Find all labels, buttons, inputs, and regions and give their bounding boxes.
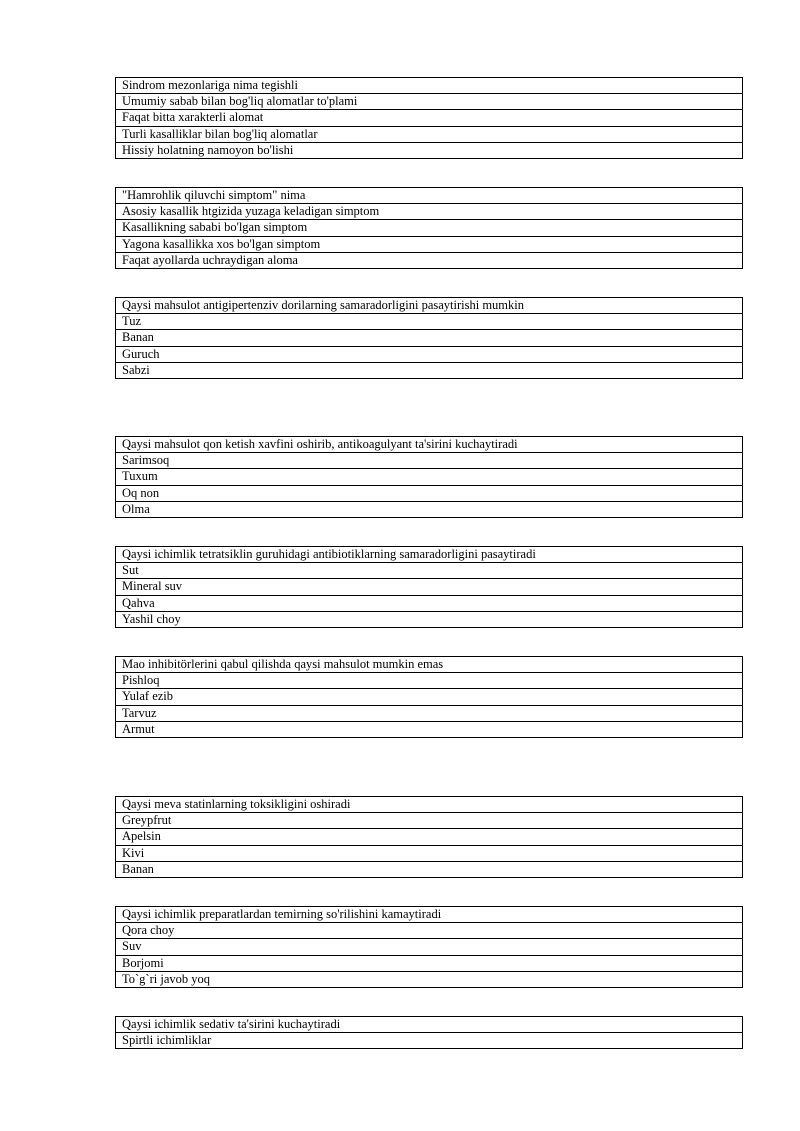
option-row bbox=[116, 485, 743, 501]
option-row bbox=[116, 673, 743, 689]
option-row bbox=[116, 252, 743, 268]
option-row bbox=[116, 314, 743, 330]
question-table bbox=[115, 77, 743, 159]
option-row bbox=[116, 126, 743, 142]
option-row bbox=[116, 563, 743, 579]
question-text: "Hamrohlik qiluvchi simptom" nima bbox=[116, 188, 743, 204]
option-text: Armut bbox=[116, 721, 743, 737]
question-text: Sindrom mezonlariga nima tegishli bbox=[116, 78, 743, 94]
question-table bbox=[115, 1016, 743, 1049]
option-text: Greypfrut bbox=[116, 813, 743, 829]
question-table bbox=[115, 546, 743, 628]
option-row bbox=[116, 595, 743, 611]
option-row bbox=[116, 971, 743, 987]
option-text: Borjomi bbox=[116, 955, 743, 971]
option-text: Umumiy sabab bilan bog'liq alomatlar to'plami bbox=[116, 94, 743, 110]
question-row bbox=[116, 437, 743, 453]
option-text: Pishloq bbox=[116, 673, 743, 689]
question-row bbox=[116, 797, 743, 813]
question-text: Qaysi ichimlik tetratsiklin guruhidagi antibiotiklarning samaradorligini pasaytiradi bbox=[116, 547, 743, 563]
option-row bbox=[116, 705, 743, 721]
option-row bbox=[116, 330, 743, 346]
option-row bbox=[116, 220, 743, 236]
option-row bbox=[116, 611, 743, 627]
question-text: Qaysi ichimlik sedativ ta'sirini kuchaytiradi bbox=[116, 1017, 743, 1033]
option-text: Faqat ayollarda uchraydigan aloma bbox=[116, 252, 743, 268]
option-text: Spirtli ichimliklar bbox=[116, 1033, 743, 1049]
option-row bbox=[116, 955, 743, 971]
question-row bbox=[116, 298, 743, 314]
option-row bbox=[116, 236, 743, 252]
option-row bbox=[116, 923, 743, 939]
option-row bbox=[116, 813, 743, 829]
option-text: Tuxum bbox=[116, 469, 743, 485]
option-row bbox=[116, 469, 743, 485]
option-text: Tarvuz bbox=[116, 705, 743, 721]
option-text: Turli kasalliklar bilan bog'liq alomatlar bbox=[116, 126, 743, 142]
option-text: Yagona kasallikka xos bo'lgan simptom bbox=[116, 236, 743, 252]
option-text: Yashil choy bbox=[116, 611, 743, 627]
question-row bbox=[116, 657, 743, 673]
option-text: Qahva bbox=[116, 595, 743, 611]
question-table bbox=[115, 906, 743, 988]
question-row bbox=[116, 1017, 743, 1033]
option-text: Sabzi bbox=[116, 362, 743, 378]
option-text: Kivi bbox=[116, 845, 743, 861]
question-text: Qaysi meva statinlarning toksikligini oshiradi bbox=[116, 797, 743, 813]
question-text: Mao inhibitörlerini qabul qilishda qaysi mahsulot mumkin emas bbox=[116, 657, 743, 673]
option-row bbox=[116, 939, 743, 955]
question-table bbox=[115, 656, 743, 738]
option-text: Qora choy bbox=[116, 923, 743, 939]
option-text: Sarimsoq bbox=[116, 453, 743, 469]
question-text: Qaysi mahsulot qon ketish xavfini oshirib, antikoagulyant ta'sirini kuchaytiradi bbox=[116, 437, 743, 453]
option-text: To`g`ri javob yoq bbox=[116, 971, 743, 987]
option-row bbox=[116, 501, 743, 517]
option-text: Apelsin bbox=[116, 829, 743, 845]
question-text: Qaysi ichimlik preparatlardan temirning so'rilishini kamaytiradi bbox=[116, 907, 743, 923]
option-row bbox=[116, 689, 743, 705]
option-text: Asosiy kasallik htgizida yuzaga keladigan simptom bbox=[116, 204, 743, 220]
option-text: Kasallikning sababi bo'lgan simptom bbox=[116, 220, 743, 236]
option-row bbox=[116, 1033, 743, 1049]
option-text: Tuz bbox=[116, 314, 743, 330]
question-table bbox=[115, 796, 743, 878]
question-row bbox=[116, 78, 743, 94]
option-row bbox=[116, 204, 743, 220]
option-text: Suv bbox=[116, 939, 743, 955]
question-table bbox=[115, 436, 743, 518]
option-text: Guruch bbox=[116, 346, 743, 362]
question-row bbox=[116, 907, 743, 923]
question-row bbox=[116, 547, 743, 563]
option-row bbox=[116, 453, 743, 469]
option-text: Banan bbox=[116, 861, 743, 877]
option-row bbox=[116, 721, 743, 737]
option-text: Olma bbox=[116, 501, 743, 517]
option-text: Sut bbox=[116, 563, 743, 579]
option-text: Banan bbox=[116, 330, 743, 346]
question-text: Qaysi mahsulot antigipertenziv dorilarning samaradorligini pasaytirishi mumkin bbox=[116, 298, 743, 314]
option-row bbox=[116, 861, 743, 877]
option-row bbox=[116, 110, 743, 126]
option-row bbox=[116, 94, 743, 110]
question-table bbox=[115, 297, 743, 379]
option-row bbox=[116, 829, 743, 845]
option-row bbox=[116, 142, 743, 158]
option-text: Mineral suv bbox=[116, 579, 743, 595]
option-text: Faqat bitta xarakterli alomat bbox=[116, 110, 743, 126]
question-row bbox=[116, 188, 743, 204]
option-row bbox=[116, 346, 743, 362]
question-table bbox=[115, 187, 743, 269]
option-row bbox=[116, 362, 743, 378]
option-text: Hissiy holatning namoyon bo'lishi bbox=[116, 142, 743, 158]
option-text: Oq non bbox=[116, 485, 743, 501]
option-row bbox=[116, 579, 743, 595]
option-row bbox=[116, 845, 743, 861]
option-text: Yulaf ezib bbox=[116, 689, 743, 705]
